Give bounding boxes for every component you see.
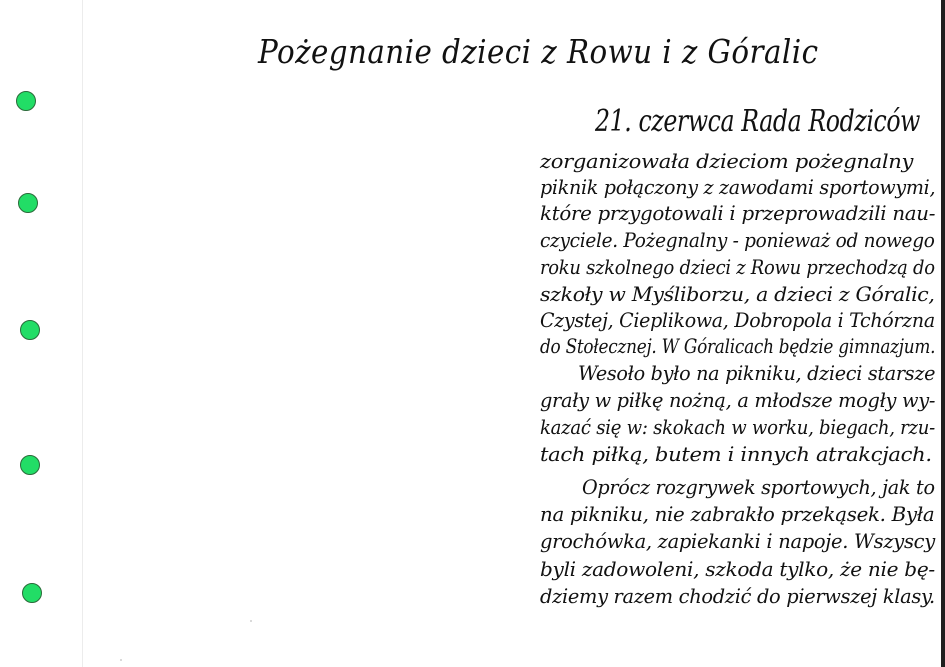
binder-hole	[18, 193, 38, 213]
binder-hole	[16, 91, 36, 111]
text-line: dziemy razem chodzić do pierwszej klasy.	[540, 585, 935, 608]
text-line: grały w piłkę nożną, a młodsze mogły wy-	[540, 389, 936, 412]
text-line: zorganizowała dzieciom pożegnalny	[540, 150, 914, 173]
text-line: do Stołecznej. W Góralicach będzie gimnazjum.	[540, 335, 936, 358]
text-line: Oprócz rozgrywek sportowych, jak to	[582, 476, 935, 499]
text-line: Wesoło było na pikniku, dzieci starsze	[578, 362, 936, 385]
paper-speck	[250, 620, 252, 622]
binder-hole	[20, 320, 40, 340]
text-line: szkoły w Myśliborzu, a dzieci z Góralic,	[540, 283, 935, 306]
text-line: piknik połączony z zawodami sportowymi,	[540, 176, 936, 199]
text-line: grochówka, zapiekanki i napoje. Wszyscy	[540, 530, 935, 553]
text-line: kazać się w: skokach w worku, biegach, rzu-	[540, 416, 935, 439]
paper-speck	[120, 659, 122, 661]
text-line: roku szkolnego dzieci z Rowu przechodzą do	[540, 256, 935, 279]
text-line: na pikniku, nie zabrakło przekąsek. Była	[540, 503, 935, 526]
binder-hole	[20, 455, 40, 475]
date-heading: 21. czerwca Rada Rodziców	[595, 104, 920, 139]
text-line: które przygotowali i przeprowadzili nau-	[540, 202, 936, 225]
page-edge	[941, 0, 945, 667]
text-line: byli zadowoleni, szkoda tylko, że nie bę-	[540, 558, 935, 581]
margin-line	[82, 0, 83, 667]
binder-hole	[22, 583, 42, 603]
text-line: Czystej, Cieplikowa, Dobropola i Tchórzna	[540, 309, 935, 332]
text-line: tach piłką, butem i innych atrakcjach.	[540, 443, 932, 466]
text-line: czyciele. Pożegnalny - ponieważ od nowego	[540, 229, 935, 252]
document-title: Pożegnanie dzieci z Rowu i z Góralic	[258, 32, 819, 71]
